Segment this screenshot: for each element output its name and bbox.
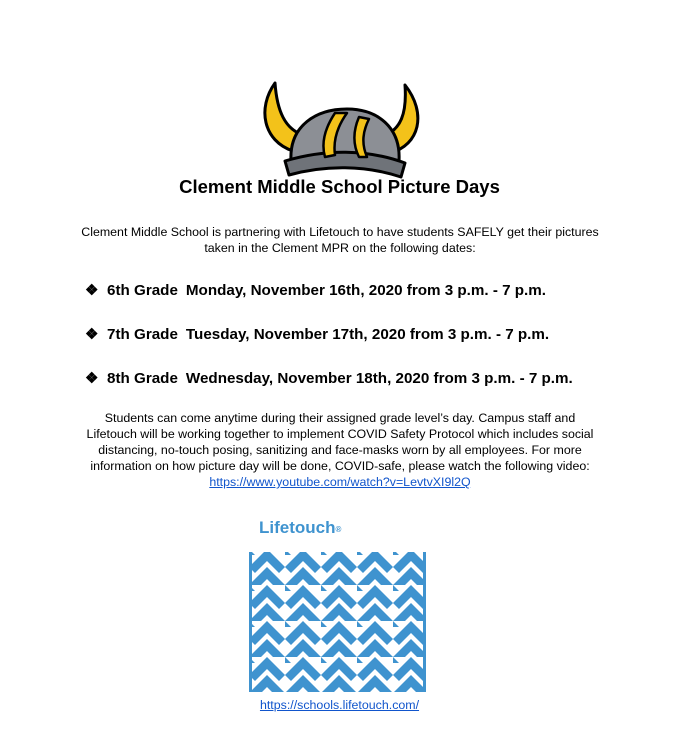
date-item-6th-grade [85, 281, 546, 299]
diamond-bullet-icon: ❖ [85, 370, 99, 387]
details-line: distancing, no-touch posing, sanitizing and face-masks worn by all employees. For more [98, 443, 582, 457]
viking-helmet-icon [255, 73, 435, 183]
intro-paragraph [40, 224, 640, 256]
date-text: Wednesday, November 18th, 2020 from 3 p.m. - 7 p.m. [185, 370, 573, 387]
lifetouch-site-link[interactable]: https://schools.lifetouch.com/ [259, 698, 420, 712]
lifetouch-brand-text: Lifetouch [259, 518, 336, 537]
intro-line: Clement Middle School is partnering with Lifetouch to have students SAFELY get their pictures [81, 225, 599, 239]
intro-line: taken in the Clement MPR on the following dates: [204, 241, 476, 255]
details-paragraph [30, 410, 650, 490]
lifetouch-chevron-pattern-icon [249, 549, 426, 695]
lifetouch-logo [259, 518, 341, 538]
diamond-bullet-icon: ❖ [85, 326, 99, 343]
details-line: Students can come anytime during their assigned grade level’s day. Campus staff and [104, 411, 576, 425]
date-item-7th-grade [85, 325, 549, 343]
diamond-bullet-icon: ❖ [85, 282, 99, 299]
video-link[interactable]: https://www.youtube.com/watch?v=LevtvXI9l2Q [209, 475, 471, 489]
grade-label: 7th Grade [107, 326, 178, 343]
details-line: information on how picture day will be done, COVID-safe, please watch the following video: [90, 459, 590, 473]
registered-mark: ® [335, 525, 342, 534]
date-item-8th-grade [85, 369, 573, 387]
details-line: Lifetouch will be working together to implement COVID Safety Protocol which includes social [86, 427, 594, 441]
grade-label: 8th Grade [107, 370, 178, 387]
date-text: Tuesday, November 17th, 2020 from 3 p.m. - 7 p.m. [185, 326, 550, 343]
date-text: Monday, November 16th, 2020 from 3 p.m. - 7 p.m. [185, 282, 547, 299]
grade-label: 6th Grade [107, 282, 178, 299]
lifetouch-site-row [0, 698, 679, 712]
page-title: Clement Middle School Picture Days [179, 176, 500, 197]
